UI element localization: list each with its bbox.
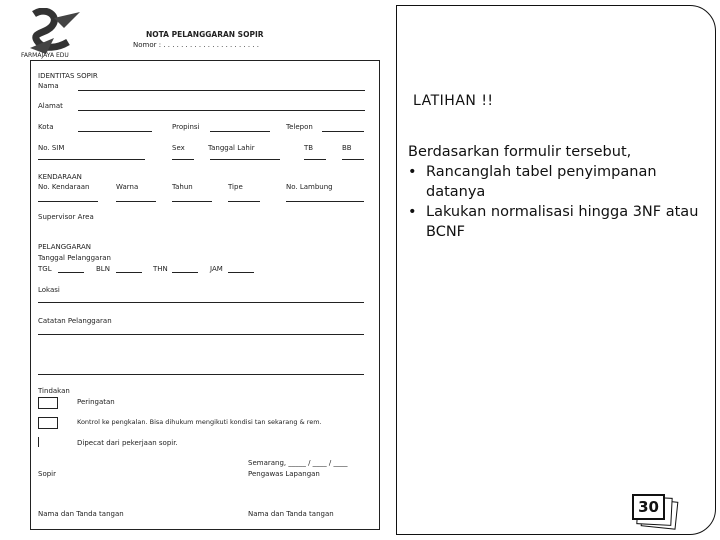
sex-label: Sex	[172, 144, 185, 152]
jam-line	[228, 272, 254, 273]
bln-line	[116, 272, 142, 273]
nokendaraan-line	[38, 201, 98, 202]
alamat-line	[78, 110, 365, 111]
supervisor-label: Supervisor Area	[38, 213, 94, 221]
nama-line	[78, 90, 365, 91]
bb-line	[342, 159, 364, 160]
instruction-bullet-2-text: Lakukan normalisasi hingga 3NF atau BCNF	[426, 204, 699, 240]
thn-line	[172, 272, 198, 273]
propinsi-label: Propinsi	[172, 123, 200, 131]
semarang-label: Semarang, _____ / ____ / ____	[248, 459, 348, 467]
nama-label: Nama	[38, 82, 59, 90]
form-header-nomor: Nomor : . . . . . . . . . . . . . . . . . . . . . .	[133, 41, 259, 49]
sign-right-label: Nama dan Tanda tangan	[248, 510, 334, 518]
form-header-title: NOTA PELANGGARAN SOPIR	[146, 30, 264, 39]
instruction-bullet-1	[408, 162, 708, 202]
sign-left-label: Nama dan Tanda tangan	[38, 510, 124, 518]
lokasi-line	[38, 302, 364, 303]
instruction-bullet-1-text: Rancanglah tabel penyimpanan datanya	[426, 164, 657, 200]
warna-line	[116, 201, 156, 202]
tgllahir-line	[210, 159, 280, 160]
bb-label: BB	[342, 144, 352, 152]
catatan-line-1	[38, 334, 364, 335]
slide-title: LATIHAN !!	[413, 93, 494, 109]
logo-caption: FARMAJAYA EDU	[21, 52, 69, 59]
nosim-line	[38, 159, 145, 160]
tindakan-item-1: Peringatan	[77, 398, 115, 406]
catatan-label: Catatan Pelanggaran	[38, 317, 112, 325]
bullet-icon: •	[408, 164, 417, 180]
bullet-icon: •	[408, 204, 417, 220]
tindakan-checkbox-1	[38, 397, 58, 409]
thn-label: THN	[153, 265, 168, 273]
tipe-label: Tipe	[228, 183, 243, 191]
nosim-label: No. SIM	[38, 144, 65, 152]
catatan-line-2	[38, 374, 364, 375]
tb-label: TB	[304, 144, 314, 152]
lokasi-label: Lokasi	[38, 286, 60, 294]
tindakan-item-3: Dipecat dari pekerjaan sopir.	[77, 439, 178, 447]
kota-line	[78, 131, 152, 132]
nokendaraan-label: No. Kendaraan	[38, 183, 90, 191]
jam-label: JAM	[210, 265, 223, 273]
warna-label: Warna	[116, 183, 139, 191]
sopir-label: Sopir	[38, 470, 56, 478]
pengawas-label: Pengawas Lapangan	[248, 470, 320, 478]
page-number: 30	[632, 494, 665, 520]
tb-line	[304, 159, 326, 160]
bln-label: BLN	[96, 265, 110, 273]
nolambung-line	[286, 201, 364, 202]
tipe-line	[228, 201, 260, 202]
telepon-line	[322, 131, 364, 132]
instruction-bullet-2	[408, 202, 708, 242]
alamat-label: Alamat	[38, 102, 63, 110]
instruction-block	[408, 142, 708, 242]
tgllahir-label: Tanggal Lahir	[208, 144, 255, 152]
company-logo	[24, 8, 86, 56]
tindakan-item-2: Kontrol ke pengkalan. Bisa dihukum mengikuti kondisi tan sekarang & rem.	[77, 418, 322, 426]
propinsi-line	[210, 131, 270, 132]
tahun-line	[172, 201, 212, 202]
tglpelanggaran-label: Tanggal Pelanggaran	[38, 254, 111, 262]
sex-line	[172, 159, 194, 160]
nolambung-label: No. Lambung	[286, 183, 333, 191]
kota-label: Kota	[38, 123, 54, 131]
tahun-label: Tahun	[172, 183, 193, 191]
tgl-line	[58, 272, 84, 273]
kendaraan-label: KENDARAAN	[38, 173, 82, 181]
instruction-intro: Berdasarkan formulir tersebut,	[408, 144, 632, 160]
pelanggaran-label: PELANGGARAN	[38, 243, 91, 251]
tindakan-checkbox-2	[38, 417, 58, 429]
telepon-label: Telepon	[286, 123, 313, 131]
slide-panel	[396, 5, 716, 535]
tindakan-checkbox-3	[38, 437, 39, 447]
tindakan-label: Tindakan	[38, 387, 70, 395]
identitas-label: IDENTITAS SOPIR	[38, 72, 98, 80]
tgl-label: TGL	[38, 265, 52, 273]
